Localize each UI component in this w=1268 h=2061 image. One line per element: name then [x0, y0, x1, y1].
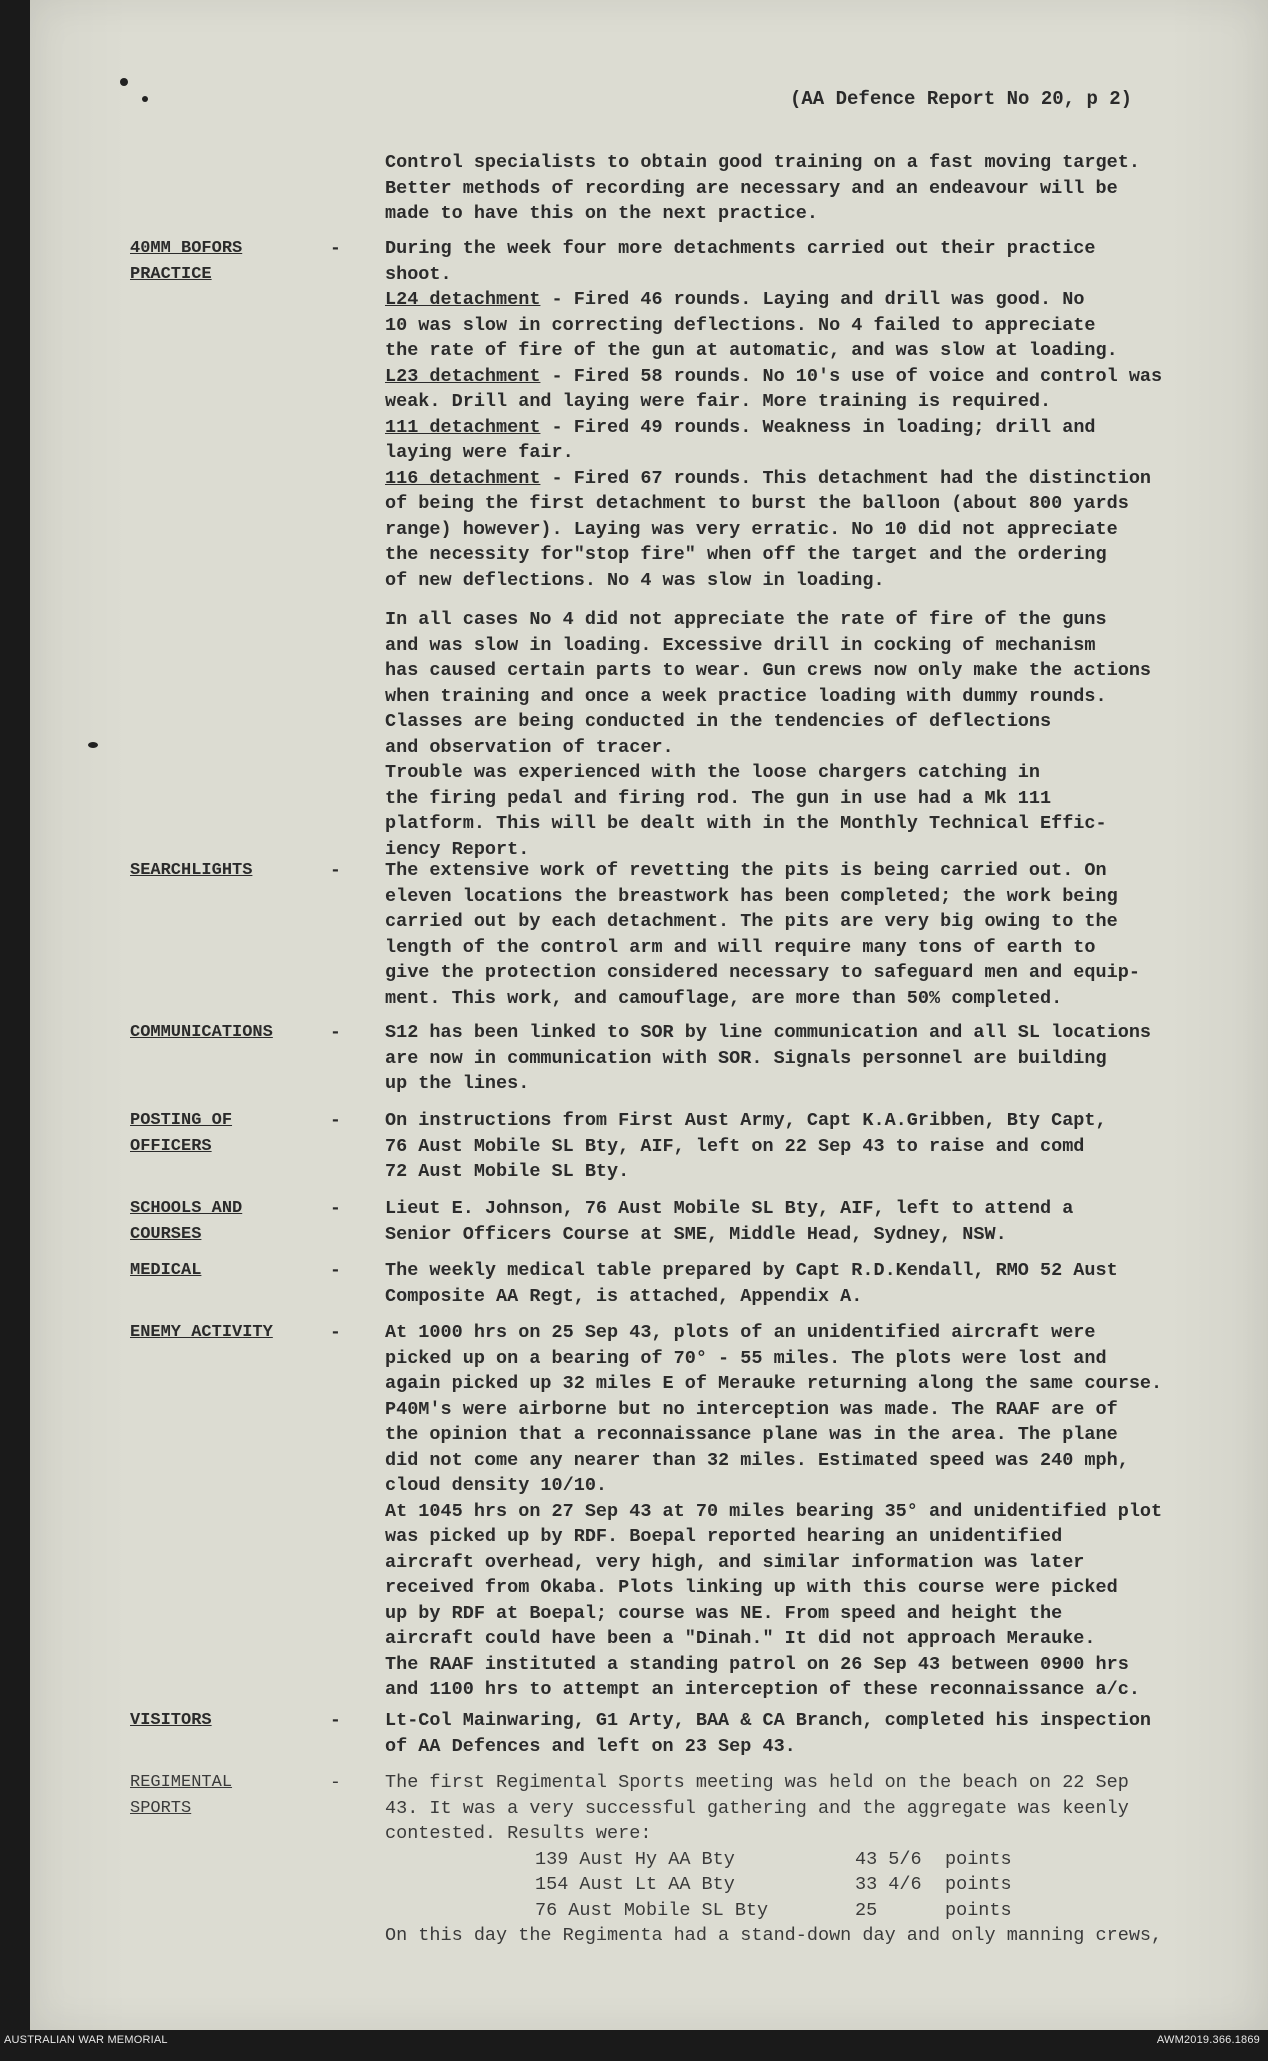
result-score: 43 5/6 [855, 1848, 922, 1870]
text-line: has caused certain parts to wear. Gun crews now only make the actions [385, 660, 1152, 681]
text-line: Trouble was experienced with the loose chargers catching in [385, 762, 1041, 783]
text-line: and 1100 hrs to attempt an interception of these reconnaissance a/c. [385, 1679, 1140, 1700]
text-line: In all cases No 4 did not appreciate the rate of fire of the guns [385, 609, 1107, 630]
text-line: aircraft could have been a "Dinah." It did not approach Merauke. [385, 1628, 1096, 1649]
bofors-text [385, 236, 1255, 862]
text-line: weak. Drill and laying were fair. More training is required. [385, 391, 1052, 412]
text-line: picked up on a bearing of 70° - 55 miles. The plots were lost and [385, 1347, 1107, 1369]
ink-mark [88, 742, 98, 748]
text-line: On instructions from First Aust Army, Capt K.A.Gribben, Bty Capt, [385, 1110, 1107, 1131]
text-line: received from Okaba. Plots linking up with this course were picked [385, 1577, 1118, 1598]
result-points-label: points [945, 1899, 1012, 1921]
sports-text [385, 1770, 1255, 1949]
text-line: eleven locations the breastwork has been completed; the work being [385, 885, 1118, 907]
result-score: 25 [855, 1899, 878, 1921]
text-line: the rate of fire of the gun at automatic, and was slow at loading. [385, 340, 1118, 361]
dash: - [330, 1199, 341, 1219]
text-line: S12 has been linked to SOR by line communication and all SL locations [385, 1022, 1152, 1043]
text-line: Better methods of recording are necessary and an endeavour will be [385, 177, 1118, 199]
dash: - [330, 1773, 341, 1793]
result-score: 33 4/6 [855, 1874, 922, 1895]
text-line: - Fired 67 rounds. This detachment had the distinction [540, 467, 1152, 489]
text-line: On this day the Regimenta had a stand-down day and only manning crews, [385, 1925, 1163, 1946]
dash: - [330, 1111, 341, 1131]
ink-mark [120, 78, 128, 86]
dash: - [330, 1023, 341, 1043]
text-line: The weekly medical table prepared by Capt R.D.Kendall, RMO 52 Aust [385, 1260, 1118, 1281]
text-line: 76 Aust Mobile SL Bty, AIF, left on 22 Sep 43 to raise and comd [385, 1135, 1085, 1157]
document-page [30, 0, 1268, 2030]
result-unit: 76 Aust Mobile SL Bty [535, 1899, 769, 1921]
text-line: the firing pedal and firing rod. The gun in use had a Mk 111 [385, 787, 1052, 809]
visitors-text [385, 1708, 1255, 1759]
text-line: carried out by each detachment. The pits are very big owing to the [385, 911, 1118, 932]
section-label: MEDICAL [130, 1261, 202, 1280]
detachment-title: 111 detachment [385, 416, 541, 438]
text-line: Composite AA Regt, is attached, Appendix A. [385, 1285, 863, 1307]
dash: - [330, 861, 341, 881]
text-line: contested. Results were: [385, 1823, 652, 1844]
text-line: aircraft overhead, very high, and similar information was later [385, 1551, 1085, 1573]
text-line: At 1000 hrs on 25 Sep 43, plots of an unidentified aircraft were [385, 1322, 1096, 1343]
section-label: COMMUNICATIONS [130, 1023, 273, 1042]
report-header: (AA Defence Report No 20, p 2) [790, 88, 1133, 110]
text-line: the opinion that a reconnaissance plane was in the area. The plane [385, 1424, 1118, 1445]
communications-text [385, 1020, 1255, 1097]
text-line: and observation of tracer. [385, 736, 674, 758]
section-label: REGIMENTAL SPORTS [130, 1773, 233, 1818]
text-line: - Fired 58 rounds. No 10's use of voice and control was [540, 365, 1163, 387]
text-line: the necessity for"stop fire" when off the target and the ordering [385, 544, 1107, 565]
detachment-111 [385, 415, 1255, 441]
text-line: platform. This will be dealt with in the Monthly Technical Effic- [385, 813, 1107, 834]
section-label: 40MM BOFORS PRACTICE [130, 239, 243, 284]
text-line: Lt-Col Mainwaring, G1 Arty, BAA & CA Branch, completed his inspection [385, 1710, 1152, 1731]
text-line: was picked up by RDF. Boepal reported hearing an unidentified [385, 1526, 1063, 1547]
posting-text [385, 1108, 1255, 1185]
schools-text [385, 1196, 1255, 1247]
text-line: During the week four more detachments carried out their practice [385, 238, 1096, 259]
text-line: The first Regimental Sports meeting was held on the beach on 22 Sep [385, 1772, 1129, 1793]
section-label: SCHOOLS AND COURSES [130, 1199, 243, 1244]
detachment-116 [385, 466, 1255, 492]
text-line: laying were fair. [385, 442, 574, 463]
text-line: and was slow in loading. Excessive drill in cocking of mechanism [385, 634, 1096, 656]
text-line: again picked up 32 miles E of Merauke returning along the same course. [385, 1373, 1163, 1394]
section-label: POSTING OF OFFICERS [130, 1111, 233, 1156]
intro-text [385, 150, 1255, 227]
medical-text [385, 1258, 1255, 1309]
text-line: give the protection considered necessary to safeguard men and equip- [385, 962, 1140, 983]
text-line: P40M's were airborne but no interception was made. The RAAF are of [385, 1398, 1118, 1420]
text-line: 10 was slow in correcting deflections. No 4 failed to appreciate [385, 314, 1096, 336]
text-line: 72 Aust Mobile SL Bty. [385, 1161, 630, 1182]
text-line: up the lines. [385, 1073, 530, 1094]
detachment-title: 116 detachment [385, 467, 541, 489]
text-line: shoot. [385, 263, 452, 285]
results-table [535, 1847, 1255, 1924]
footer-credit: AUSTRALIAN WAR MEMORIAL [4, 2034, 168, 2046]
result-unit: 154 Aust Lt AA Bty [535, 1874, 735, 1895]
text-line: did not come any nearer than 32 miles. Estimated speed was 240 mph, [385, 1449, 1129, 1471]
text-line: The extensive work of revetting the pits is being carried out. On [385, 860, 1107, 881]
detachment-123 [385, 364, 1255, 390]
footer-reference: AWM2019.366.1869 [1156, 2034, 1260, 2046]
text-line: cloud density 10/10. [385, 1475, 608, 1496]
text-line: are now in communication with SOR. Signals personnel are building [385, 1047, 1107, 1069]
text-line: range) however). Laying was very erratic. No 10 did not appreciate [385, 518, 1118, 540]
result-points-label: points [945, 1874, 1012, 1895]
text-line: of being the first detachment to burst the balloon (about 800 yards [385, 493, 1129, 514]
text-line: length of the control arm and will require many tons of earth to [385, 936, 1096, 958]
text-line: The RAAF instituted a standing patrol on 26 Sep 43 between 0900 hrs [385, 1653, 1129, 1675]
detachment-124 [385, 287, 1255, 313]
result-unit: 139 Aust Hy AA Bty [535, 1848, 735, 1870]
section-label: VISITORS [130, 1711, 212, 1730]
text-line: up by RDF at Boepal; course was NE. From speed and height the [385, 1602, 1063, 1624]
text-line: of new deflections. No 4 was slow in loading. [385, 569, 885, 591]
section-label: ENEMY ACTIVITY [130, 1323, 273, 1342]
text-line: - Fired 46 rounds. Laying and drill was good. No [540, 289, 1085, 310]
dash: - [330, 1711, 341, 1731]
text-line: Control specialists to obtain good training on a fast moving target. [385, 152, 1140, 173]
searchlights-text [385, 858, 1255, 1011]
dash: - [330, 239, 341, 259]
ink-mark [142, 96, 148, 102]
text-line: 43. It was a very successful gathering and the aggregate was keenly [385, 1797, 1129, 1819]
text-line: of AA Defences and left on 23 Sep 43. [385, 1735, 796, 1757]
enemy-activity-text [385, 1320, 1255, 1703]
text-line: Senior Officers Course at SME, Middle Head, Sydney, NSW. [385, 1223, 1007, 1245]
section-label: SEARCHLIGHTS [130, 861, 253, 880]
text-line: Classes are being conducted in the tendencies of deflections [385, 711, 1052, 732]
dash: - [330, 1323, 341, 1343]
text-line: ment. This work, and camouflage, are more than 50% completed. [385, 987, 1063, 1009]
dash: - [330, 1261, 341, 1281]
text-line: made to have this on the next practice. [385, 203, 818, 224]
text-line: - Fired 49 rounds. Weakness in loading; drill and [540, 416, 1096, 438]
text-line: At 1045 hrs on 27 Sep 43 at 70 miles bearing 35° and unidentified plot [385, 1500, 1163, 1522]
detachment-title: L23 detachment [385, 365, 541, 387]
text-line: Lieut E. Johnson, 76 Aust Mobile SL Bty, AIF, left to attend a [385, 1198, 1074, 1219]
text-line: iency Report. [385, 838, 530, 860]
text-line: when training and once a week practice loading with dummy rounds. [385, 685, 1107, 707]
detachment-title: L24 detachment [385, 289, 541, 310]
result-points-label: points [945, 1848, 1012, 1870]
